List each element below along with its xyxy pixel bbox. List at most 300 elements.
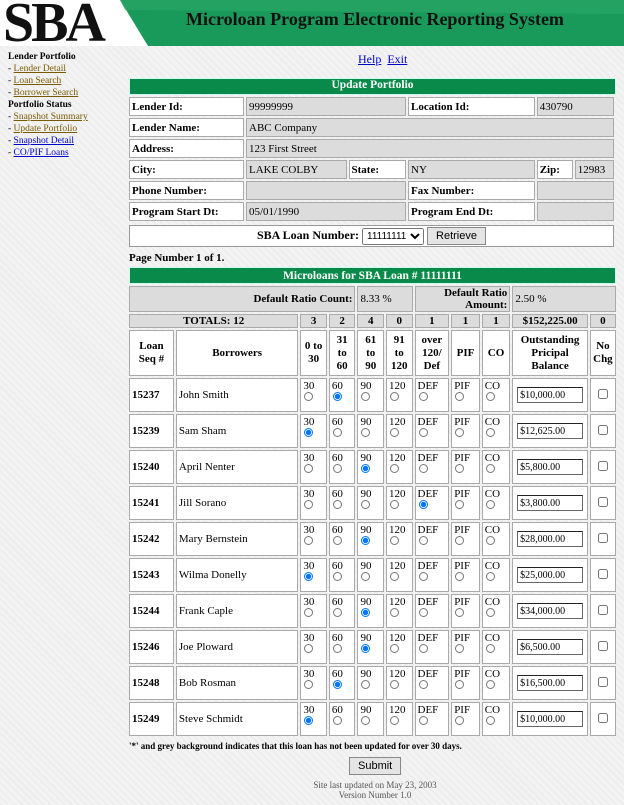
status-radio-label: PIF (454, 632, 471, 644)
status-radio[interactable] (455, 680, 464, 689)
no-change-checkbox[interactable] (598, 641, 608, 651)
no-change-checkbox[interactable] (598, 497, 608, 507)
status-cell (415, 702, 450, 736)
status-cell (451, 378, 480, 412)
loan-row (129, 450, 616, 484)
total-co: 1 (482, 314, 511, 328)
borrower-name: Jill Sorano (176, 486, 298, 520)
status-cell (329, 594, 356, 628)
status-radio-label: CO (484, 632, 501, 644)
status-radio-label: PIF (454, 524, 471, 536)
status-radio[interactable] (361, 464, 370, 473)
status-radio-label: 60 (331, 632, 343, 644)
header-balance: Outstanding Pricipal Balance (512, 330, 588, 376)
loan-row (129, 702, 616, 736)
status-radio-label: 120 (388, 452, 406, 464)
no-change-checkbox[interactable] (598, 713, 608, 723)
status-radio-label: 30 (303, 668, 315, 680)
status-radio-label: CO (484, 452, 501, 464)
status-cell (300, 414, 327, 448)
sidebar-heading-portfolio-status: Portfolio Status (8, 100, 72, 110)
site-updated (300, 780, 450, 800)
status-radio[interactable] (390, 500, 399, 509)
status-radio-label: 120 (388, 380, 406, 392)
total-def: 1 (415, 314, 450, 328)
status-radio[interactable] (419, 536, 428, 545)
no-change-checkbox[interactable] (598, 569, 608, 579)
status-cell (415, 522, 450, 556)
status-radio[interactable] (486, 500, 495, 509)
status-radio-label: 120 (388, 488, 406, 500)
status-radio[interactable] (333, 572, 342, 581)
address-label: Address: (129, 139, 244, 158)
total-balance: $152,225.00 (512, 314, 588, 328)
loan-seq: 15237 (129, 378, 174, 412)
status-radio[interactable] (419, 608, 428, 617)
status-radio[interactable] (333, 716, 342, 725)
status-radio-label: 30 (303, 632, 315, 644)
status-cell (357, 450, 384, 484)
header-no-chg: No Chg (590, 330, 616, 376)
footnote: '*' and grey background indicates that this loan has not been updated for over 30 days. (129, 741, 462, 751)
total-nochg: 0 (590, 314, 616, 328)
status-cell (357, 558, 384, 592)
status-radio-label: DEF (417, 452, 439, 464)
status-radio[interactable] (455, 536, 464, 545)
loan-seq: 15248 (129, 666, 174, 700)
balance-cell (512, 558, 588, 592)
status-radio[interactable] (304, 644, 313, 653)
status-cell (415, 450, 450, 484)
status-radio-label: 60 (331, 416, 343, 428)
status-radio[interactable] (361, 608, 370, 617)
status-radio-label: DEF (417, 416, 439, 428)
balance-cell (512, 486, 588, 520)
status-radio[interactable] (304, 608, 313, 617)
status-radio-label: 120 (388, 524, 406, 536)
status-cell (482, 666, 511, 700)
fax-label: Fax Number: (408, 181, 535, 200)
status-radio[interactable] (419, 392, 428, 401)
no-change-checkbox[interactable] (598, 461, 608, 471)
status-radio-label: CO (484, 668, 501, 680)
header-banner (0, 0, 624, 54)
status-radio-label: PIF (454, 452, 471, 464)
status-radio[interactable] (419, 572, 428, 581)
phone-value (246, 181, 406, 200)
status-radio[interactable] (390, 536, 399, 545)
balance-input[interactable] (517, 639, 583, 655)
status-radio[interactable] (361, 716, 370, 725)
status-radio-label: PIF (454, 560, 471, 572)
header-91-120: 91 to 120 (386, 330, 413, 376)
status-radio[interactable] (304, 428, 313, 437)
status-radio-label: 60 (331, 596, 343, 608)
microloans-table (127, 265, 618, 738)
status-radio-label: 90 (360, 416, 372, 428)
status-radio-label: 60 (331, 524, 343, 536)
no-change-checkbox[interactable] (598, 677, 608, 687)
status-radio-label: CO (484, 596, 501, 608)
status-radio[interactable] (304, 392, 313, 401)
status-cell (386, 630, 413, 664)
status-radio[interactable] (455, 572, 464, 581)
status-cell (329, 450, 356, 484)
status-radio[interactable] (419, 428, 428, 437)
status-cell (415, 558, 450, 592)
status-cell (451, 558, 480, 592)
loan-seq: 15242 (129, 522, 174, 556)
balance-input[interactable] (517, 423, 583, 439)
status-radio[interactable] (304, 500, 313, 509)
status-radio[interactable] (486, 392, 495, 401)
no-chg-cell (590, 594, 616, 628)
loan-seq: 15244 (129, 594, 174, 628)
status-cell (300, 522, 327, 556)
status-radio[interactable] (390, 572, 399, 581)
status-radio[interactable] (333, 428, 342, 437)
sidebar-link-snapshot-summary[interactable]: Snapshot Summary (13, 112, 88, 122)
status-radio-label: 60 (331, 704, 343, 716)
status-cell (357, 522, 384, 556)
status-radio[interactable] (361, 536, 370, 545)
status-radio-label: 60 (331, 452, 343, 464)
header-0-30: 0 to 30 (300, 330, 327, 376)
status-radio[interactable] (486, 680, 495, 689)
version-number: Version Number 1.0 (338, 790, 412, 800)
status-radio[interactable] (304, 464, 313, 473)
balance-cell (512, 522, 588, 556)
status-cell (482, 486, 511, 520)
status-radio-label: CO (484, 488, 501, 500)
state-value: NY (408, 160, 535, 179)
status-cell (386, 414, 413, 448)
status-radio[interactable] (304, 680, 313, 689)
status-radio[interactable] (390, 716, 399, 725)
balance-cell (512, 594, 588, 628)
balance-input[interactable] (517, 387, 583, 403)
borrower-name: April Nenter (176, 450, 298, 484)
status-radio-label: 90 (360, 452, 372, 464)
status-cell (451, 414, 480, 448)
status-cell (300, 450, 327, 484)
status-radio-label: 90 (360, 596, 372, 608)
status-radio[interactable] (304, 716, 313, 725)
status-radio-label: DEF (417, 704, 439, 716)
status-cell (329, 486, 356, 520)
balance-cell (512, 702, 588, 736)
no-change-checkbox[interactable] (598, 425, 608, 435)
balance-input[interactable] (517, 495, 583, 511)
page-number: Page Number 1 of 1. (129, 252, 225, 264)
sba-loan-number-select[interactable] (362, 228, 424, 245)
status-radio[interactable] (361, 500, 370, 509)
exit-link[interactable]: Exit (387, 52, 408, 66)
status-radio[interactable] (419, 716, 428, 725)
status-radio[interactable] (455, 608, 464, 617)
status-radio[interactable] (304, 536, 313, 545)
lender-id-value: 99999999 (246, 97, 406, 116)
status-radio-label: CO (484, 524, 501, 536)
update-portfolio-panel (129, 78, 616, 247)
no-change-checkbox[interactable] (598, 533, 608, 543)
status-radio-label: DEF (417, 488, 439, 500)
sidebar-link-co-pif-loans[interactable]: CO/PIF Loans (13, 148, 69, 158)
balance-input[interactable] (517, 531, 583, 547)
sidebar-link-update-portfolio[interactable]: Update Portfolio (13, 124, 78, 134)
totals-label: TOTALS: 12 (129, 314, 298, 328)
status-radio[interactable] (390, 428, 399, 437)
location-id-value: 430790 (537, 97, 614, 116)
header-borrowers: Borrowers (176, 330, 298, 376)
header-31-60: 31 to 60 (329, 330, 356, 376)
status-radio-label: 120 (388, 632, 406, 644)
status-radio[interactable] (390, 464, 399, 473)
status-cell (415, 630, 450, 664)
status-radio[interactable] (455, 392, 464, 401)
program-end-value (537, 202, 614, 221)
status-radio[interactable] (333, 608, 342, 617)
loan-row (129, 522, 616, 556)
no-chg-cell (590, 450, 616, 484)
status-radio-label: 60 (331, 488, 343, 500)
total-61-90: 4 (357, 314, 384, 328)
program-end-label: Program End Dt: (408, 202, 535, 221)
status-cell (482, 378, 511, 412)
sba-logo: SBA (3, 0, 103, 54)
status-cell (300, 630, 327, 664)
status-cell (357, 414, 384, 448)
status-radio[interactable] (419, 680, 428, 689)
balance-cell (512, 666, 588, 700)
status-radio[interactable] (390, 392, 399, 401)
no-chg-cell (590, 630, 616, 664)
lender-id-label: Lender Id: (129, 97, 244, 116)
status-radio-label: DEF (417, 668, 439, 680)
status-cell (415, 486, 450, 520)
sidebar-heading-lender-portfolio: Lender Portfolio (8, 52, 76, 62)
status-radio[interactable] (333, 500, 342, 509)
status-cell (386, 522, 413, 556)
status-radio-label: 120 (388, 416, 406, 428)
status-radio[interactable] (455, 428, 464, 437)
microloans-title: Microloans for SBA Loan # 11111111 (129, 267, 616, 284)
status-cell (300, 666, 327, 700)
total-91-120: 0 (386, 314, 413, 328)
borrower-name: Bob Rosman (176, 666, 298, 700)
balance-input[interactable] (517, 603, 583, 619)
status-cell (329, 522, 356, 556)
status-cell (300, 558, 327, 592)
status-radio[interactable] (486, 608, 495, 617)
total-pif: 1 (451, 314, 480, 328)
status-radio-label: PIF (454, 380, 471, 392)
status-radio-label: PIF (454, 416, 471, 428)
status-radio[interactable] (390, 680, 399, 689)
status-radio-label: 90 (360, 560, 372, 572)
status-cell (329, 702, 356, 736)
status-radio-label: CO (484, 416, 501, 428)
status-radio-label: PIF (454, 704, 471, 716)
app-title: Microloan Program Electronic Reporting System (186, 9, 564, 29)
sidebar-link-snapshot-detail[interactable]: Snapshot Detail (13, 136, 74, 146)
status-cell (329, 378, 356, 412)
sidebar-link-borrower-search[interactable]: Borrower Search (13, 88, 79, 98)
header-pif: PIF (451, 330, 480, 376)
program-start-label: Program Start Dt: (129, 202, 244, 221)
default-ratio-count-value: 8.33 % (357, 286, 412, 312)
balance-input[interactable] (517, 567, 583, 583)
loan-seq: 15240 (129, 450, 174, 484)
balance-cell (512, 378, 588, 412)
status-cell (386, 378, 413, 412)
status-cell (357, 666, 384, 700)
retrieve-button[interactable]: Retrieve (427, 227, 486, 245)
sidebar-link-lender-detail[interactable]: Lender Detail (13, 64, 67, 74)
balance-input[interactable] (517, 459, 583, 475)
status-radio[interactable] (333, 536, 342, 545)
status-cell (451, 522, 480, 556)
help-link[interactable]: Help (358, 52, 382, 66)
no-chg-cell (590, 378, 616, 412)
status-cell (329, 666, 356, 700)
status-radio[interactable] (419, 464, 428, 473)
status-cell (451, 702, 480, 736)
status-radio-label: CO (484, 380, 501, 392)
sidebar-link-loan-search[interactable]: Loan Search (13, 76, 62, 86)
status-cell (357, 486, 384, 520)
balance-input[interactable] (517, 711, 583, 727)
lender-info-table (127, 95, 616, 223)
status-cell (357, 378, 384, 412)
status-cell (451, 594, 480, 628)
status-cell (329, 558, 356, 592)
status-cell (300, 702, 327, 736)
default-ratio-amount-value: 2.50 % (512, 286, 616, 312)
loan-row (129, 414, 616, 448)
status-cell (482, 450, 511, 484)
status-radio[interactable] (486, 644, 495, 653)
status-cell (482, 630, 511, 664)
status-radio-label: PIF (454, 596, 471, 608)
status-radio[interactable] (361, 680, 370, 689)
status-radio-label: CO (484, 560, 501, 572)
total-0-30: 3 (300, 314, 327, 328)
address-value: 123 First Street (246, 139, 614, 158)
status-radio[interactable] (419, 644, 428, 653)
status-radio[interactable] (390, 608, 399, 617)
status-radio[interactable] (361, 428, 370, 437)
status-radio-label: 30 (303, 488, 315, 500)
status-radio[interactable] (486, 572, 495, 581)
borrower-name: Sam Sham (176, 414, 298, 448)
total-31-60: 2 (329, 314, 356, 328)
loan-row (129, 378, 616, 412)
status-radio-label: PIF (454, 488, 471, 500)
status-radio[interactable] (361, 572, 370, 581)
top-links (358, 52, 410, 67)
status-radio-label: 30 (303, 704, 315, 716)
status-radio[interactable] (455, 464, 464, 473)
borrower-name: Steve Schmidt (176, 702, 298, 736)
sba-loan-number-label: SBA Loan Number: (257, 228, 360, 242)
status-radio[interactable] (333, 644, 342, 653)
header-loan-seq: Loan Seq # (129, 330, 174, 376)
loan-seq: 15241 (129, 486, 174, 520)
status-radio-label: CO (484, 704, 501, 716)
status-radio[interactable] (390, 644, 399, 653)
status-radio[interactable] (333, 392, 342, 401)
status-radio[interactable] (419, 500, 428, 509)
status-radio[interactable] (486, 464, 495, 473)
balance-input[interactable] (517, 675, 583, 691)
status-radio-label: 120 (388, 704, 406, 716)
status-radio[interactable] (486, 536, 495, 545)
status-radio[interactable] (455, 716, 464, 725)
status-cell (386, 450, 413, 484)
loan-row (129, 666, 616, 700)
status-radio[interactable] (333, 680, 342, 689)
header-61-90: 61 to 90 (357, 330, 384, 376)
status-radio-label: 30 (303, 596, 315, 608)
status-radio-label: PIF (454, 668, 471, 680)
status-radio[interactable] (333, 464, 342, 473)
update-portfolio-title: Update Portfolio (129, 78, 616, 95)
status-radio[interactable] (361, 392, 370, 401)
status-radio[interactable] (304, 572, 313, 581)
status-radio[interactable] (455, 500, 464, 509)
balance-cell (512, 450, 588, 484)
status-radio-label: 90 (360, 380, 372, 392)
status-radio[interactable] (361, 644, 370, 653)
loan-seq: 15246 (129, 630, 174, 664)
status-cell (415, 594, 450, 628)
status-radio-label: DEF (417, 632, 439, 644)
status-cell (300, 486, 327, 520)
status-cell (415, 666, 450, 700)
header-co: CO (482, 330, 511, 376)
lender-name-value: ABC Company (246, 118, 614, 137)
status-radio-label: 120 (388, 596, 406, 608)
status-cell (482, 414, 511, 448)
zip-label: Zip: (537, 160, 573, 179)
no-change-checkbox[interactable] (598, 605, 608, 615)
status-radio-label: DEF (417, 380, 439, 392)
program-start-value: 05/01/1990 (246, 202, 406, 221)
status-cell (329, 414, 356, 448)
status-radio-label: 120 (388, 560, 406, 572)
status-cell (451, 486, 480, 520)
no-change-checkbox[interactable] (598, 389, 608, 399)
status-cell (386, 594, 413, 628)
loan-select-box (129, 225, 614, 247)
loan-row (129, 486, 616, 520)
submit-button[interactable]: Submit (349, 757, 401, 775)
status-radio[interactable] (455, 644, 464, 653)
loan-seq: 15243 (129, 558, 174, 592)
status-radio-label: 60 (331, 668, 343, 680)
status-radio[interactable] (486, 716, 495, 725)
status-cell (482, 594, 511, 628)
status-radio-label: 90 (360, 668, 372, 680)
site-updated-date: Site last updated on May 23, 2003 (313, 780, 437, 790)
city-label: City: (129, 160, 244, 179)
status-cell (386, 486, 413, 520)
no-chg-cell (590, 666, 616, 700)
fax-value (537, 181, 614, 200)
status-radio[interactable] (486, 428, 495, 437)
balance-cell (512, 414, 588, 448)
